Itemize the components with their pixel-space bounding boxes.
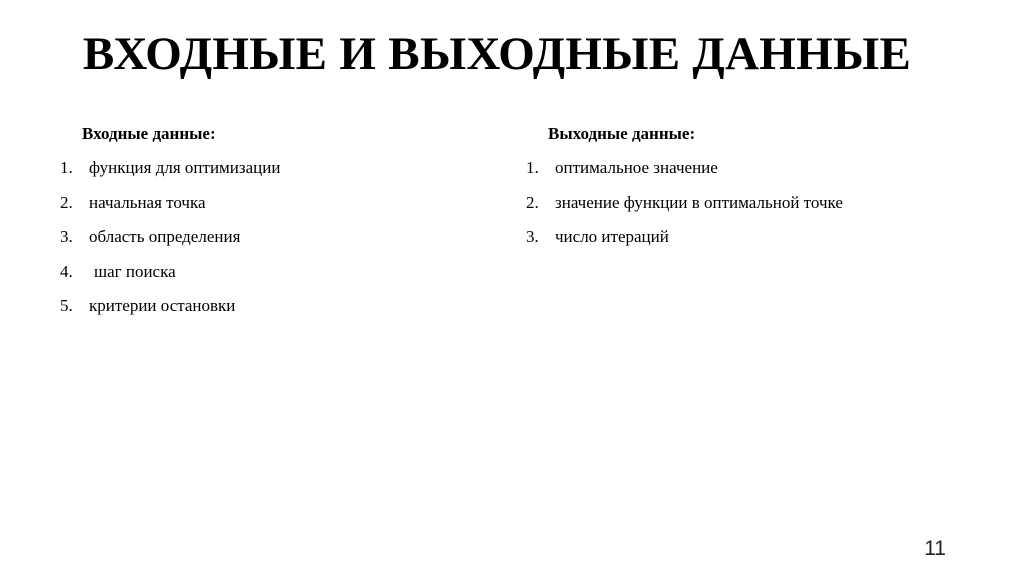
list-item-text: число итераций xyxy=(555,227,669,247)
list-item xyxy=(526,158,996,178)
inputs-column xyxy=(60,124,480,331)
slide-title: ВХОДНЫЕ И ВЫХОДНЫЕ ДАННЫЕ xyxy=(82,28,912,80)
outputs-heading: Выходные данные: xyxy=(548,124,696,143)
list-item-number: 1. xyxy=(60,158,73,177)
page-number: 11 xyxy=(924,537,946,560)
list-item-number: 1. xyxy=(526,158,539,177)
list-item-text: начальная точка xyxy=(89,192,206,212)
list-item-text: шаг поиска xyxy=(94,261,176,281)
list-item-text: функция для оптимизации xyxy=(89,158,281,177)
list-item-number: 3. xyxy=(60,227,73,247)
list-item-number: 3. xyxy=(526,227,539,247)
list-item xyxy=(526,227,996,247)
list-item xyxy=(60,193,480,213)
list-item xyxy=(60,296,480,316)
list-item-number: 4. xyxy=(60,261,73,281)
list-item-number: 5. xyxy=(60,296,73,316)
outputs-list xyxy=(526,158,996,247)
list-item-text: оптимальное значение xyxy=(555,158,718,177)
inputs-list xyxy=(60,158,480,316)
list-item xyxy=(526,193,996,213)
list-item xyxy=(60,227,480,247)
list-item xyxy=(60,262,480,282)
list-item xyxy=(60,158,480,178)
list-item-text: критерии остановки xyxy=(89,296,236,316)
list-item-text: значение функции в оптимальной точке xyxy=(555,192,843,212)
list-item-text: область определения xyxy=(89,227,241,247)
list-item-number: 2. xyxy=(60,192,73,212)
outputs-column xyxy=(526,124,996,262)
list-item-number: 2. xyxy=(526,192,539,212)
inputs-heading: Входные данные: xyxy=(82,124,216,143)
